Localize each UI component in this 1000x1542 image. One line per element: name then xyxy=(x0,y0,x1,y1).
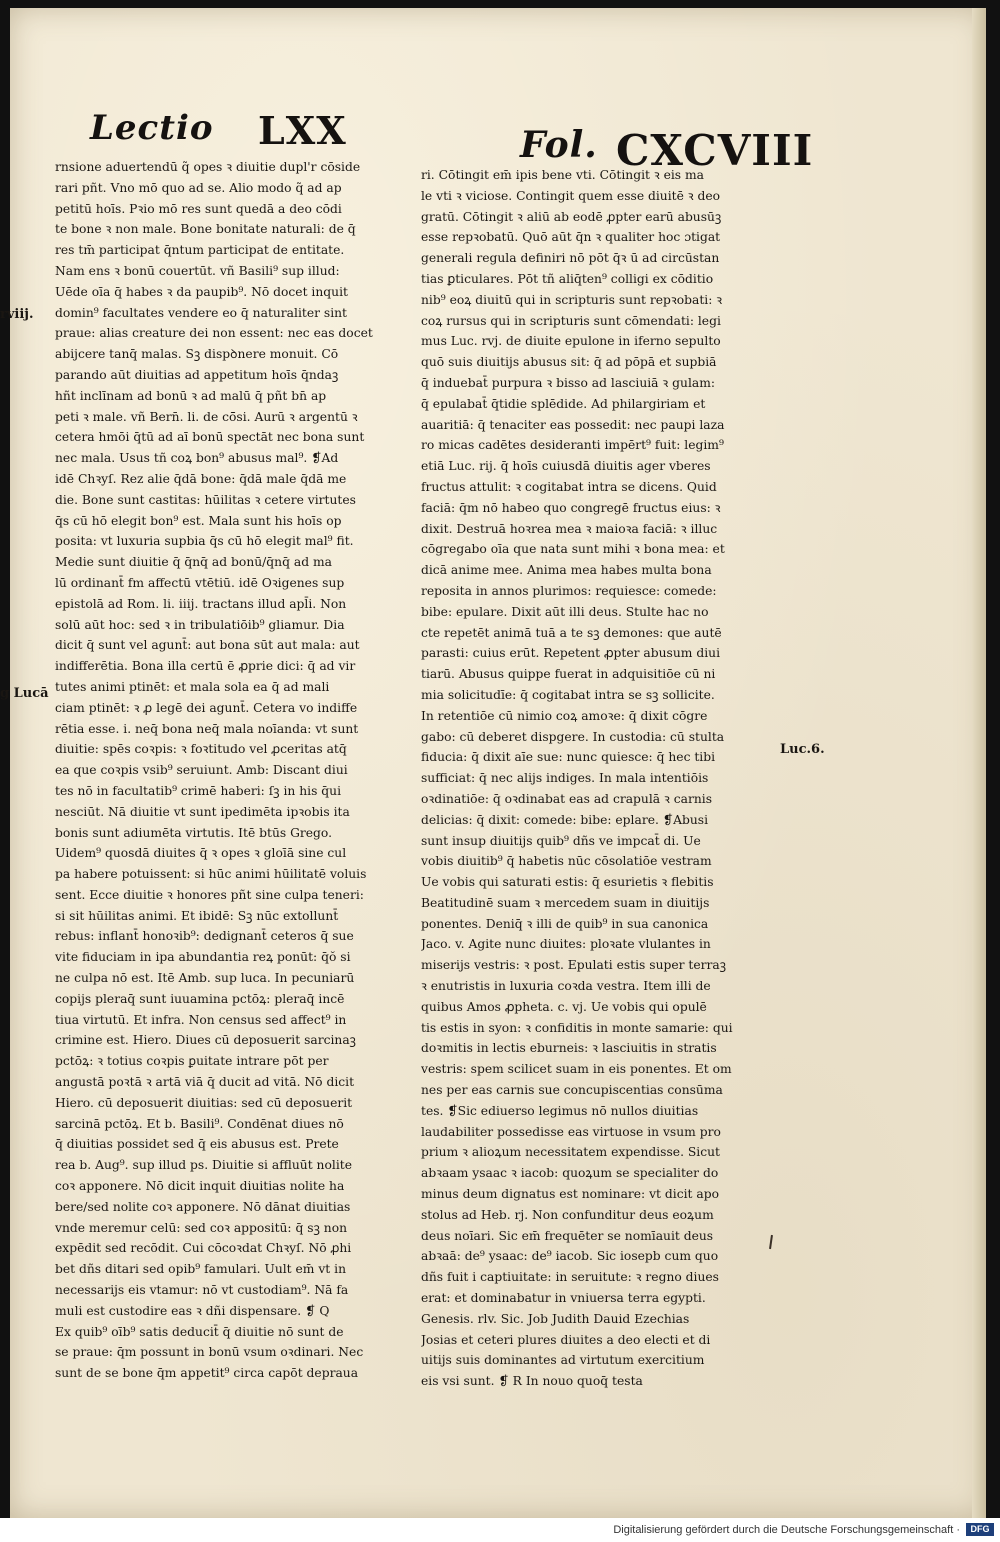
text-line: Josias et ceteri plures diuites a deo electi et di xyxy=(421,1332,711,1347)
text-line: Uēde oīa q̄ habes ꝛ da paupib⁹. Nō docet inquit xyxy=(55,284,348,299)
text-line: si sit hūilitas animi. Et ibidē: Sꝫ nūc extollunt̄ xyxy=(55,908,339,923)
text-line: Uidem⁹ quosdā diuites q̄ ꝛ opes ꝛ gloīā sine cul xyxy=(55,846,347,861)
text-line: sarcinā pctōꝝ. Et b. Basili⁹. Condēnat diues nō xyxy=(55,1116,344,1131)
text-line: miserijs vestris: ꝛ post. Epulati estis super terraꝫ xyxy=(421,958,727,973)
text-line: vobis diuitib⁹ q̄ habetis nūc cōsolatiōe vestram xyxy=(421,854,712,869)
text-line: cōgregabo oīa que nata sunt mihi ꝛ bona mea: et xyxy=(421,542,725,557)
text-line: pctōꝝ: ꝛ totius coꝛpis ꝑuitate intrare pōt per xyxy=(55,1054,329,1069)
text-line: petitū hoīs. Pꝛio mō res sunt quedā a deo cōdi xyxy=(55,201,342,216)
text-line: q̄ diuitias possidet sed q̄ eis abusus est. Prete xyxy=(55,1137,339,1152)
text-line: oꝛdinatiōe: q̄ oꝛdinabat eas ad crapulā ꝛ carnis xyxy=(421,791,713,806)
text-line: posita: vt luxuria supbia q̄s cū hō elegit mal⁹ fit. xyxy=(55,534,354,549)
text-line: abijcere tanq̄ malas. Sꝫ dispꝺnere monuit. Cō xyxy=(55,347,339,362)
text-line: etiā Luc. rij. q̄ hoīs cuiusdā diuitis ager vberes xyxy=(421,459,711,474)
text-line: coꝛ apponere. Nō dicit inquit diuitias nolite ha xyxy=(55,1179,345,1194)
text-line: vestris: spem scilicet suam in eis ponentes. Et om xyxy=(421,1062,732,1077)
text-line: tutes animi ptinēt: et mala sola ea q̄ ad mali xyxy=(55,679,330,694)
text-line: laudabiliter possedisse eas virtuose in vsum pro xyxy=(421,1124,721,1139)
text-line: delicias: q̄ dixit: comede: bibe: eplare. ❡Abusi xyxy=(421,812,709,827)
text-line: bet dñs ditari sed opib⁹ famulari. Uult em̄ vt in xyxy=(55,1262,347,1277)
text-line: auaritiā: q̄ tenaciter eas possedit: nec paupi laza xyxy=(421,417,725,432)
text-line: Ue vobis qui saturati estis: q̄ esurietis ꝛ flebitis xyxy=(421,875,714,890)
lecture-number: LXX xyxy=(258,108,347,153)
text-line: vnde meremur celū: sed coꝛ appositū: q̄ sꝫ non xyxy=(55,1220,348,1235)
digitization-footer xyxy=(0,1518,1000,1542)
text-line: nib⁹ eoꝝ diuitū qui in scripturis sunt repꝛobati: ꝛ xyxy=(421,292,723,307)
text-line: rari pñt. Vno mō quo ad se. Alio modo q̃ ad ap xyxy=(55,180,342,195)
text-line: sufficiat: q̄ nec alijs indiges. In mala intentiōis xyxy=(421,771,709,786)
text-line: tis estis in syon: ꝛ confiditis in monte samarie: qui xyxy=(421,1020,733,1035)
text-line: Ex quib⁹ oīb⁹ satis deducit̄ q̄ diuitie nō sunt de xyxy=(55,1324,344,1339)
footer-credit: Digitalisierung gefördert durch die Deutsche Forschungsgemeinschaft · xyxy=(613,1524,960,1536)
text-line: deus noīari. Sic em̄ frequēter se nomīauit deus xyxy=(421,1228,714,1243)
text-line: tes nō in facultatib⁹ crimē haberi: ſꝫ in his q̄ui xyxy=(55,783,342,798)
text-line: parasti: cuius erūt. Repetent ꝓpter abusum diui xyxy=(421,646,721,661)
text-line: muli est custodire eas ꝛ dñi dispensare. ❡ Q xyxy=(55,1303,330,1318)
text-line: diuitie: spēs coꝛpis: ꝛ foꝛtitudo vel ꝓceritas atq̄ xyxy=(55,742,347,757)
text-line: Genesis. rlv. Sic. Job Judith Dauid Ezechias xyxy=(421,1311,690,1326)
text-line: fiducia: q̄ dixit aīe sue: nunc quiesce: q̄ hec tibi xyxy=(421,750,716,765)
text-line: sent. Ecce diuitie ꝛ honores pñt sine culpa teneri: xyxy=(55,887,364,902)
margin-note: Luc.6. xyxy=(780,742,825,757)
text-line: rebus: inflant̄ honoꝛib⁹: dedignant̄ ceteros q̄ sue xyxy=(55,929,354,944)
text-line: Medie sunt diuitie q̄ q̄nq̄ ad bonū/q̄nq̄ ad ma xyxy=(55,555,332,570)
text-line: ne culpa nō est. Itē Amb. sup luca. In pecuniarū xyxy=(55,971,355,986)
text-line: tiua virtutū. Et infra. Non census sed affect⁹ in xyxy=(55,1012,347,1027)
text-line: mus Luc. rvj. de diuite epulone in iferno sepulto xyxy=(421,334,721,349)
text-line: idē Chꝛyſ. Rez alie q̄dā bone: q̄dā male q̄dā me xyxy=(55,471,347,486)
text-line: doꝛmitis in lectis eburneis: ꝛ lasciuitis in stratis xyxy=(421,1041,717,1056)
text-line: eis vsi sunt. ❡ R In nouo quoq̄ testa xyxy=(421,1374,643,1389)
text-line: In retentiōe cū nimio coꝝ amoꝛe: q̄ dixit cōgre xyxy=(421,708,708,723)
text-line: vite fiduciam in ipa abundantia reꝝ ponūt: q̄ŏ si xyxy=(55,950,351,965)
text-line: quō suis diuitijs abusus sit: q̄ ad pōpā et supbiā xyxy=(421,355,717,370)
running-head-right: Fol. xyxy=(520,124,598,166)
text-line: sunt de se bone q̄m appetit⁹ circa capōt depraua xyxy=(55,1366,359,1381)
text-line: parando aūt diuitias ad appetitum hoīs q̄ndaꝫ xyxy=(55,367,339,382)
text-line: cte repetēt animā tuā a te sꝫ demones: que autē xyxy=(421,625,722,640)
text-line: nesciūt. Nā diuitie vt sunt ipedimēta ipꝛobis ita xyxy=(55,804,350,819)
text-line: abꝛaam ysaac ꝛ iacob: quoꝝum se specialiter do xyxy=(421,1166,719,1181)
text-line: hñt inclīnam ad bonū ꝛ ad malū q̄ pñt bn̄ ap xyxy=(55,388,327,403)
text-line: rētia esse. i. neq̄ bona neq̄ mala noīanda: vt sunt xyxy=(55,721,359,736)
text-line: ro micas cadētes desideranti impērt⁹ fuit: legim⁹ xyxy=(421,438,724,453)
text-line: crimine est. Hiero. Diues cū deposuerit sarcinaꝫ xyxy=(55,1033,356,1048)
text-line: lū ordinant̄ fm affectū vtētiū. idē Oꝛigenes sup xyxy=(55,575,345,590)
margin-note: g Lucā xyxy=(0,686,49,701)
text-line: gabo: cū deberet dispgere. In custodia: cū stulta xyxy=(421,729,725,744)
text-line: rnsione aduertendū q̃ opes ꝛ diuitie dupl'r cōside xyxy=(55,160,361,174)
text-line: ciam ptinēt: ꝛ ꝓ legē dei agunt̄. Cetera vo indiffe xyxy=(55,700,358,715)
text-line: dñs fuit i captiuitate: in seruitute: ꝛ regno diues xyxy=(421,1270,719,1285)
text-line: ea que coꝛpis vsib⁹ seruiunt. Amb: Discant diui xyxy=(55,763,348,778)
text-line: nes per eas carnis sue concupiscentias consūma xyxy=(421,1083,723,1098)
text-line: minus deum dignatus est nominare: vt dicit apo xyxy=(421,1187,719,1202)
dfg-logo: DFG xyxy=(966,1523,994,1536)
text-line: generali regula definiri nō pōt q̄ꝛ ū ad circūstan xyxy=(421,251,720,266)
text-line: ri. Cōtingit em̄ ipis bene vti. Cōtingit ꝛ eis ma xyxy=(421,168,705,182)
text-line: quibus Amos ꝓpheta. c. vj. Ue vobis qui opulē xyxy=(421,999,707,1014)
text-line: abꝛaā: de⁹ ysaac: de⁹ iacob. Sic iosepb cum quo xyxy=(421,1249,719,1264)
text-line: peti ꝛ male. vñ Bern̄. li. de cō̄si. Aurū ꝛ argentū ꝛ xyxy=(55,409,358,424)
text-line: Jaco. v. Agite nunc diuites: ploꝛate vlulantes in xyxy=(421,937,711,952)
text-column-left xyxy=(55,157,410,1384)
text-line: solū aūt hoc: sed ꝛ in tribulatiōib⁹ gliamur. Dia xyxy=(55,617,345,632)
folio-number: CXCVIII xyxy=(616,126,814,175)
text-line: epistolā ad Rom. li. iiij. tractans illud apl̄i. Non xyxy=(55,596,347,611)
text-line: ꝛ enutristis in luxuria coꝛda vestra. Item illi de xyxy=(421,979,711,994)
text-line: uitijs suis dominantes ad virtutum exercitium xyxy=(421,1353,705,1368)
text-line: tias ꝑticulares. Pōt tñ aliq̄ten⁹ colligi ex cōditio xyxy=(421,271,714,286)
text-line: dicā anime mee. Anima mea habes multa bona xyxy=(421,563,712,578)
text-line: nec mala. Usus tñ coꝝ bon⁹ abusus mal⁹. ❡Ad xyxy=(55,451,339,466)
text-line: bibe: epulare. Dixit aūt illi deus. Stulte hac no xyxy=(421,604,709,619)
text-line: angustā poꝛtā ꝛ artā viā q̄ ducit ad vitā. Nō dicit xyxy=(55,1075,355,1090)
text-line: domin⁹ facultates vendere eo q̄ naturaliter sint xyxy=(55,305,347,320)
text-line: expēdit sed recōdit. Cui cōcoꝛdat Chꝛyſ. Nō ꝓhi xyxy=(55,1241,352,1256)
margin-note: rviij. xyxy=(0,307,34,322)
running-head-left: Lectio xyxy=(90,108,214,148)
text-line: mia solicitudīe: q̄ cogitabat intra se sꝫ sollicite. xyxy=(421,687,715,702)
text-line: gratū. Cōtingit ꝛ aliū ab eodē ꝓpter earū abusūꝫ xyxy=(421,209,722,224)
text-line: te bone ꝛ non male. Bone bonitate naturali: de q̄ xyxy=(55,222,356,237)
text-line: esse repꝛobatū. Quō aūt q̄n ꝛ qualiter hoc ɔtigat xyxy=(421,230,721,245)
text-line: sunt insup diuitijs quib⁹ dñs ve impcat̄ di. Ue xyxy=(421,833,701,848)
text-line: Nam ens ꝛ bonū couertūt. vñ Basili⁹ sup illud: xyxy=(55,263,340,278)
text-line: q̄ epulabat̄ q̄tidie splēdide. Ad philargiriam et xyxy=(421,396,706,411)
text-line: indifferētia. Bona illa certū ē ꝓprie dici: q̄ ad vir xyxy=(55,659,356,674)
text-line: bere/sed nolite coꝛ apponere. Nō dānat diuitias xyxy=(55,1199,351,1214)
text-line: Hiero. cū deposuerit diuitias: sed cū deposuerit xyxy=(55,1095,353,1110)
text-line: pa habere potuissent: si hūc animi hūilitatē voluis xyxy=(55,867,367,882)
text-line: q̄ induebat̄ purpura ꝛ bisso ad lasciuiā ꝛ gulam: xyxy=(421,375,716,390)
text-line: praue: alias creature dei non essent: nec eas docet xyxy=(55,326,373,341)
text-line: ponentes. Deniq̄ ꝛ illi de quib⁹ in sua canonica xyxy=(421,916,709,931)
text-line: bonis sunt adiumēta virtutis. Itē btūs Grego. xyxy=(55,825,333,840)
text-line: prium ꝛ alioꝝum necessitatem expendisse. Sicut xyxy=(421,1145,720,1160)
text-line: se praue: q̄m possunt in bonū vsum oꝛdinari. Nec xyxy=(55,1345,364,1360)
text-line: dicit q̄ sunt vel agunt̄: aut bona sūt aut mala: aut xyxy=(55,638,360,653)
text-line: q̄s cū hō elegit bon⁹ est. Mala sunt his hoīs op xyxy=(55,513,342,528)
text-line: die. Bone sunt castitas: hūilitas ꝛ cetere virtutes xyxy=(55,492,356,507)
page-edge xyxy=(972,8,986,1518)
text-line: Beatitudinē suam ꝛ mercedem suam in diuitijs xyxy=(421,895,710,910)
text-line: le vti ꝛ viciose. Contingit quem esse diuitē ꝛ deo xyxy=(421,188,721,203)
text-column-right xyxy=(421,165,766,1392)
text-line: necessarijs eis vtamur: nō vt custodiam⁹. Nā fa xyxy=(55,1283,349,1298)
text-line: res tm̄ participat q̄ntum participat de entitate. xyxy=(55,243,345,258)
text-line: cetera hmōi q̄tū ad aī bonū spectāt nec bona sunt xyxy=(55,430,365,445)
text-line: erat: et dominabatur in vniuersa terra egypti. xyxy=(421,1291,706,1306)
text-line: fructus attulit: ꝛ cogitabat intra se dicens. Quid xyxy=(421,479,717,494)
text-line: dixit. Destruā hoꝛrea mea ꝛ maioꝛa faciā: ꝛ illuc xyxy=(421,521,718,536)
text-line: faciā: q̄m nō habeo quo congregē fructus eius: ꝛ xyxy=(421,500,721,515)
text-line: tiarū. Abusus quippe fuerat in adquisitiōe cū ni xyxy=(421,667,716,682)
text-line: stolus ad Heb. rj. Non confunditur deus eoꝝum xyxy=(421,1207,714,1222)
text-line: coꝝ rursus qui in scripturis sunt cōmendati: legi xyxy=(421,313,721,328)
text-line: copijs pleraq̄ sunt iuuamina pctōꝝ: pleraq̄ incē xyxy=(55,991,345,1006)
text-line: reposita in annos plurimos: requiesce: comede: xyxy=(421,583,717,598)
text-line: tes. ❡Sic ediuerso legimus nō nullos diuitias xyxy=(421,1103,699,1118)
text-line: rea b. Aug⁹. sup illud ps. Diuitie si affluūt nolite xyxy=(55,1158,352,1173)
